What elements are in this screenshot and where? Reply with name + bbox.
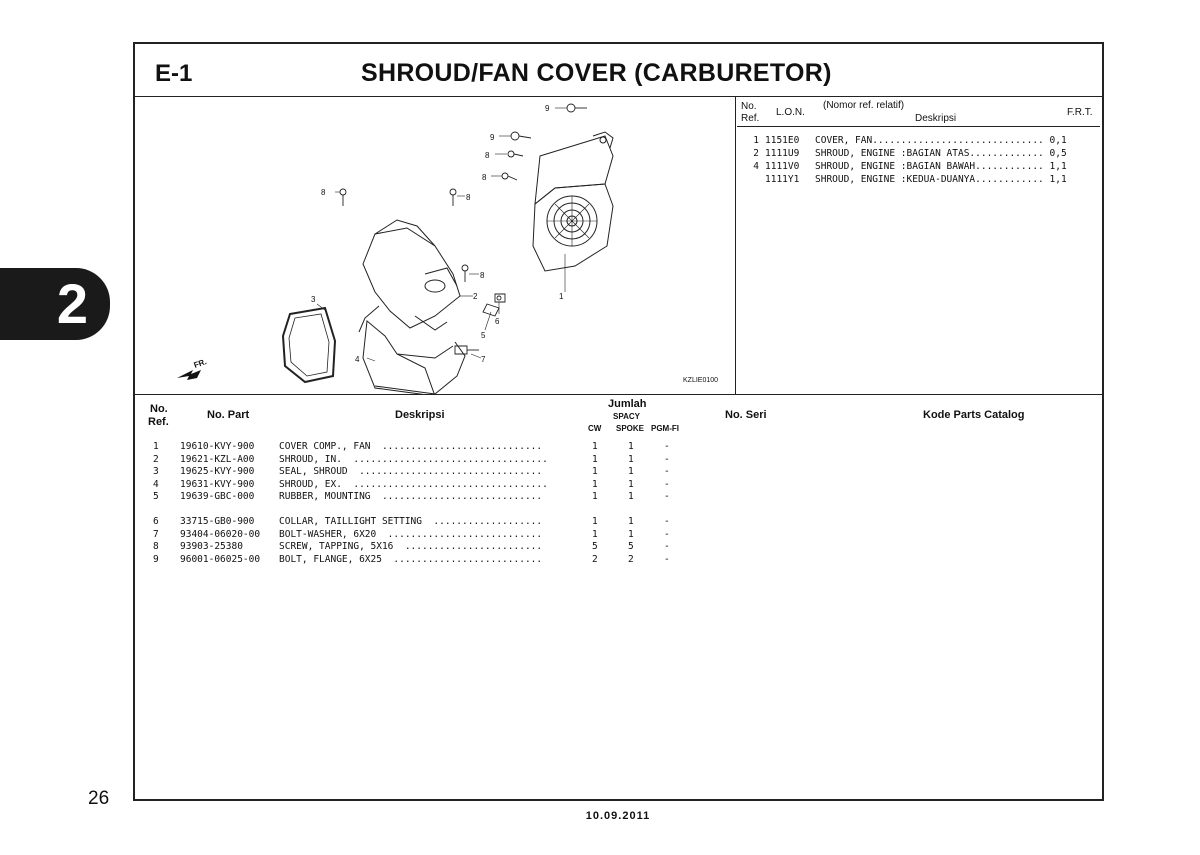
ref-row-desc: SHROUD, ENGINE :BAGIAN BAWAH............ 1,1 [815,161,1067,172]
row-cw: 5 [592,541,598,552]
row-spoke: 1 [628,466,634,477]
row-no: 9 [153,553,159,565]
row-pgmfi: - [664,478,670,490]
row-cw: 1 [592,441,598,452]
fan-cover-drawing [533,132,613,271]
shroud-seal-drawing [283,308,335,382]
shroud-in-drawing [359,220,460,332]
head-seri: No. Seri [725,409,767,421]
head-jumlah: Jumlah [608,398,647,410]
row-part: 93404-06020-00 [180,528,261,540]
row-part: 19639-GBC-000 [180,491,255,502]
row-pgmfi: - [664,516,670,527]
row-spoke: 1 [628,516,634,527]
row-part: 19610-KVY-900 [180,441,255,452]
head-spacy: SPACY [613,412,640,421]
exploded-diagram [135,96,735,394]
catalog-frame [133,42,1104,801]
section-title: SHROUD/FAN COVER (CARBURETOR) [361,59,832,87]
row-pgmfi: - [664,441,670,452]
chapter-tab [0,268,110,340]
title-row [135,44,1102,97]
row-spoke: 1 [628,528,634,540]
row-part: 19625-KVY-900 [180,466,255,477]
row-cw: 1 [592,453,598,465]
shroud-ex-drawing [363,321,465,394]
ref-row-desc: SHROUD, ENGINE :KEDUA-DUANYA............ 1,1 [815,174,1067,185]
head-part: No. Part [207,409,250,421]
callout-8b: 8 [482,173,487,182]
row-cw: 1 [592,491,598,502]
row-part: 19631-KVY-900 [180,478,255,490]
ref-header-rule [737,126,1100,127]
row-no: 8 [153,541,159,552]
callout-1: 1 [559,292,564,301]
row-desc: COLLAR, TAILLIGHT SETTING ................... [279,516,543,527]
row-no: 1 [153,441,159,452]
callout-9a: 9 [545,104,550,113]
ref-head-nomor: (Nomor ref. relatif) [823,100,905,111]
row-pgmfi: - [664,553,670,565]
row-pgmfi: - [664,466,670,477]
callout-8c: 8 [321,188,326,197]
head-ref: Ref. [148,416,169,428]
fr-label: FR. [192,357,208,370]
row-cw: 1 [592,528,598,540]
callout-8e: 8 [480,271,485,280]
row-desc: BOLT-WASHER, 6X20 ........................... [279,528,543,540]
row-part: 93903-25380 [180,541,243,552]
leader-lines [317,108,567,361]
row-no: 6 [153,516,159,527]
print-date: 10.09.2011 [585,810,651,822]
ref-head-frt: F.R.T. [1067,107,1093,118]
row-no: 7 [153,528,159,540]
head-cw: CW [588,424,602,433]
head-deskripsi: Deskripsi [395,409,445,421]
callout-4: 4 [355,355,360,364]
row-spoke: 5 [628,541,634,552]
ref-divider [735,96,736,394]
front-arrow-icon [177,357,208,380]
row-pgmfi: - [664,528,670,540]
diagram-code: KZLIE0100 [683,377,719,384]
page-number: 26 [88,788,110,809]
row-spoke: 1 [628,441,634,452]
row-part: 19621-KZL-A00 [180,453,255,465]
ref-row-no: 2 [753,148,759,159]
row-no: 2 [153,453,159,465]
row-desc: SHROUD, IN. .................................. [279,453,548,465]
row-spoke: 2 [628,553,634,565]
row-pgmfi: - [664,541,670,552]
ref-row-lon: 1151E0 [765,135,800,146]
callout-3: 3 [311,295,316,304]
row-desc: SHROUD, EX. .................................. [279,478,548,490]
row-spoke: 1 [628,491,634,502]
row-desc: SCREW, TAPPING, 5X16 ........................ [279,541,543,552]
head-pgmfi: PGM-FI [651,424,679,433]
row-cw: 1 [592,466,598,477]
callout-6: 6 [495,317,500,326]
ref-row-lon: 1111U9 [765,148,800,159]
ref-head-lon: L.O.N. [776,107,805,118]
ref-row-lon: 1111Y1 [765,174,800,185]
row-desc: BOLT, FLANGE, 6X25 .......................... [279,553,543,565]
ref-row-desc: COVER, FAN.............................. 0,1 [815,135,1067,146]
row-no: 5 [153,491,159,502]
callout-8a: 8 [485,151,490,160]
ref-row-desc: SHROUD, ENGINE :BAGIAN ATAS............. 0,5 [815,148,1067,159]
row-spoke: 1 [628,453,634,465]
callout-9b: 9 [490,133,495,142]
row-part: 33715-GB0-900 [180,516,255,527]
row-cw: 2 [592,553,598,565]
row-pgmfi: - [664,453,670,465]
callout-8d: 8 [466,193,471,202]
head-spoke: SPOKE [616,424,645,433]
callout-7: 7 [481,355,486,364]
ref-row-no: 4 [753,161,759,172]
hardware-drawing [340,104,587,354]
row-desc: SEAL, SHROUD ................................ [279,466,543,477]
table-divider [135,394,1102,395]
section-code: E-1 [155,60,193,87]
callout-2: 2 [473,292,478,301]
row-no: 4 [153,478,159,490]
head-kode: Kode Parts Catalog [923,409,1025,421]
ref-row-no: 1 [753,135,759,146]
callout-5: 5 [481,331,486,340]
row-cw: 1 [592,478,598,490]
ref-head-ref: Ref. [741,113,760,124]
row-desc: RUBBER, MOUNTING ............................ [279,491,543,502]
row-pgmfi: - [664,491,670,502]
row-spoke: 1 [628,478,634,490]
head-no: No. [150,403,168,415]
ref-row-lon: 1111V0 [765,161,800,172]
row-no: 3 [153,466,159,477]
ref-head-deskripsi: Deskripsi [915,113,957,124]
row-cw: 1 [592,516,598,527]
row-part: 96001-06025-00 [180,553,261,565]
row-desc: COVER COMP., FAN ............................ [279,441,543,452]
ref-head-no: No. [741,101,757,112]
chapter-number: 2 [56,272,88,335]
